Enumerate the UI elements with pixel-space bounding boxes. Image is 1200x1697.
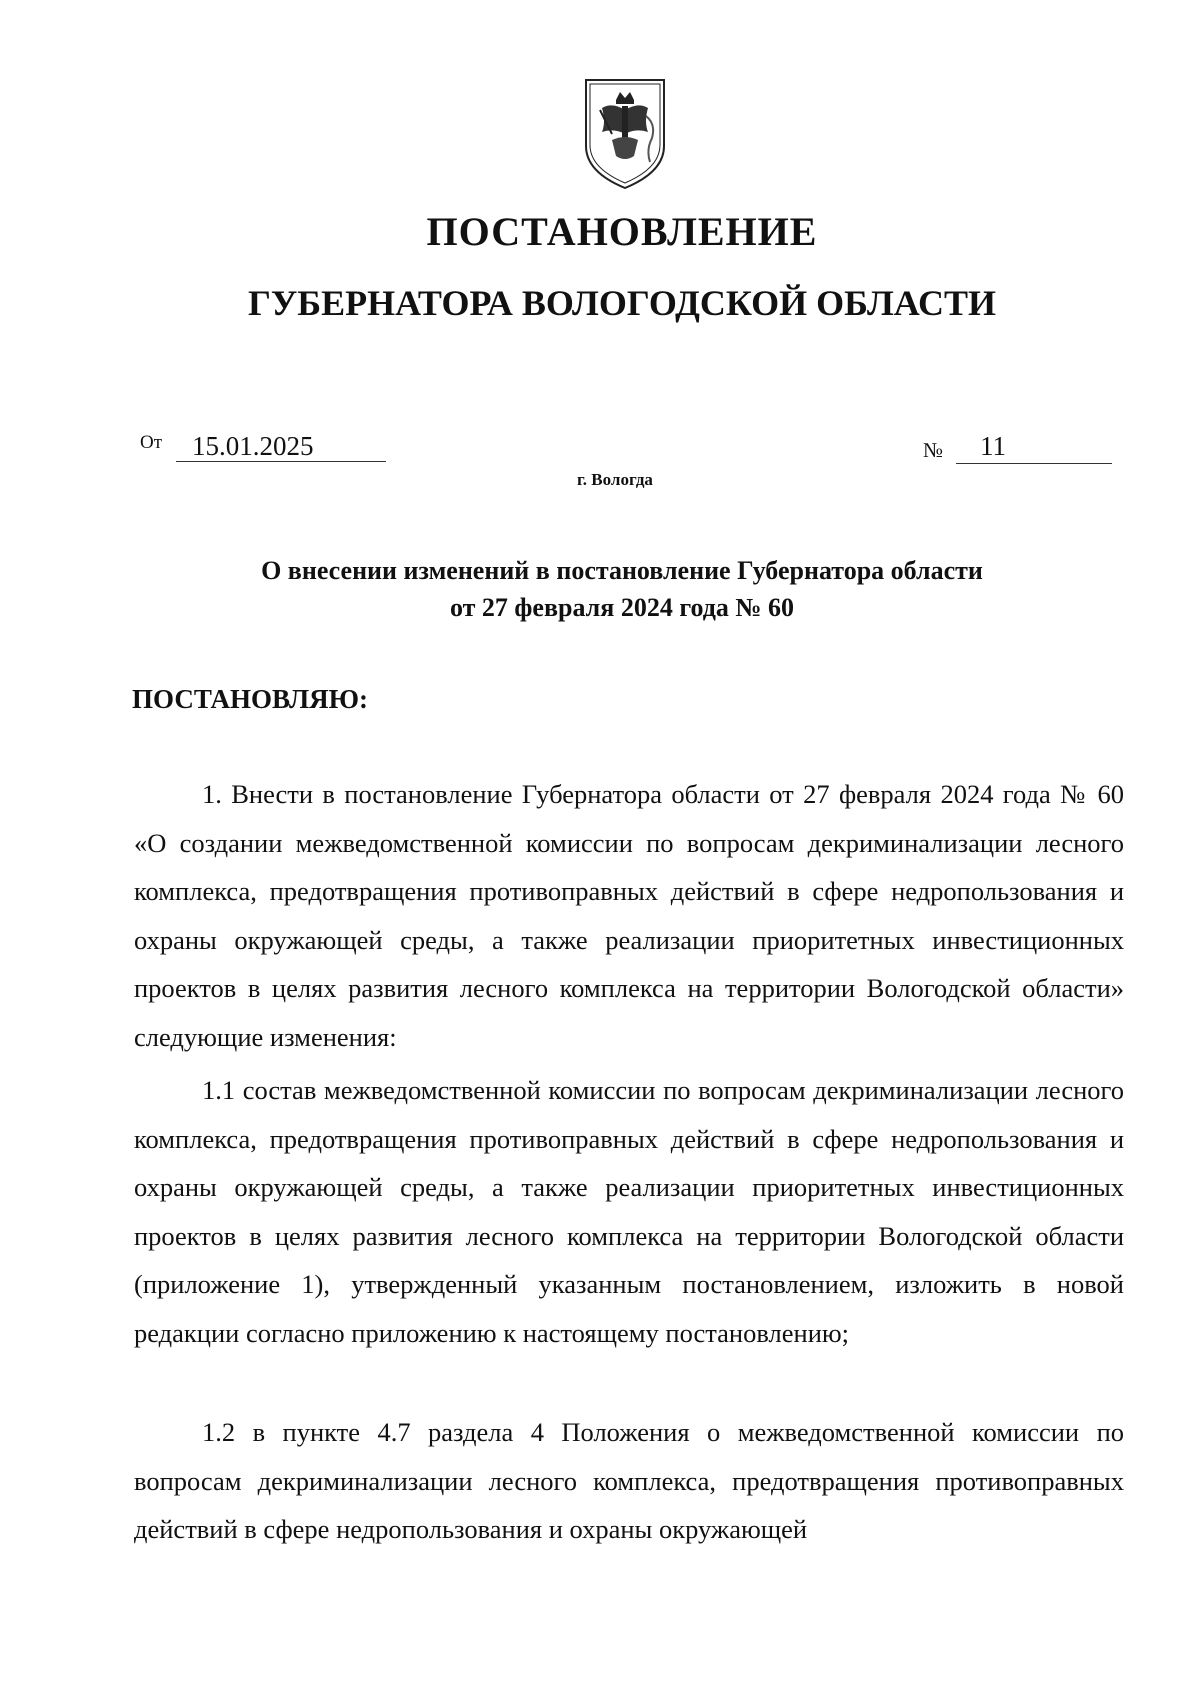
paragraph-1-1: 1.1 состав межведомственной комиссии по вопросам декриминализации лесного комплекса, предотвращения противоправных действий в сфере недропользования и охраны окружающей среды, а также реализации приоритетных инвестиционных проектов в целях развития лесного комплекса на территории Вологодской области (приложение 1), утвержденный указанным постановлением, изложить в новой редакции согласно приложению к настоящему постановлению;: [134, 1075, 1124, 1348]
number-prefix: №: [923, 438, 944, 462]
paragraph-1-2: 1.2 в пункте 4.7 раздела 4 Положения о межведомственной комиссии по вопросам декриминализации лесного комплекса, предотвращения противоправных действий в сфере недропользования и охраны окружающей: [134, 1417, 1124, 1544]
document-type-heading: ПОСТАНОВЛЕНИЕ: [426, 209, 818, 254]
date-field: 15.01.2025: [176, 436, 386, 462]
city-label: г. Вологда: [577, 470, 653, 489]
document-title: [0, 552, 1200, 626]
issuer-heading: ГУБЕРНАТОРА ВОЛОГОДСКОЙ ОБЛАСТИ: [247, 283, 997, 323]
document-number-field: 11: [956, 436, 1112, 464]
coat-of-arms-icon: [582, 76, 668, 192]
date-prefix: От: [140, 432, 163, 453]
document-title-line-1: О внесении изменений в постановление Губернатора области: [261, 556, 983, 585]
decree-heading: ПОСТАНОВЛЯЮ:: [132, 684, 368, 714]
document-title-line-2: от 27 февраля 2024 года № 60: [449, 593, 795, 622]
paragraph-1: 1. Внести в постановление Губернатора области от 27 февраля 2024 года № 60 «О создании межведомственной комиссии по вопросам декриминализации лесного комплекса, предотвращения противоправных действий в сфере недропользования и охраны окружающей среды, а также реализации приоритетных инвестиционных проектов в целях развития лесного комплекса на территории Вологодской области» следующие изменения:: [134, 779, 1124, 1052]
